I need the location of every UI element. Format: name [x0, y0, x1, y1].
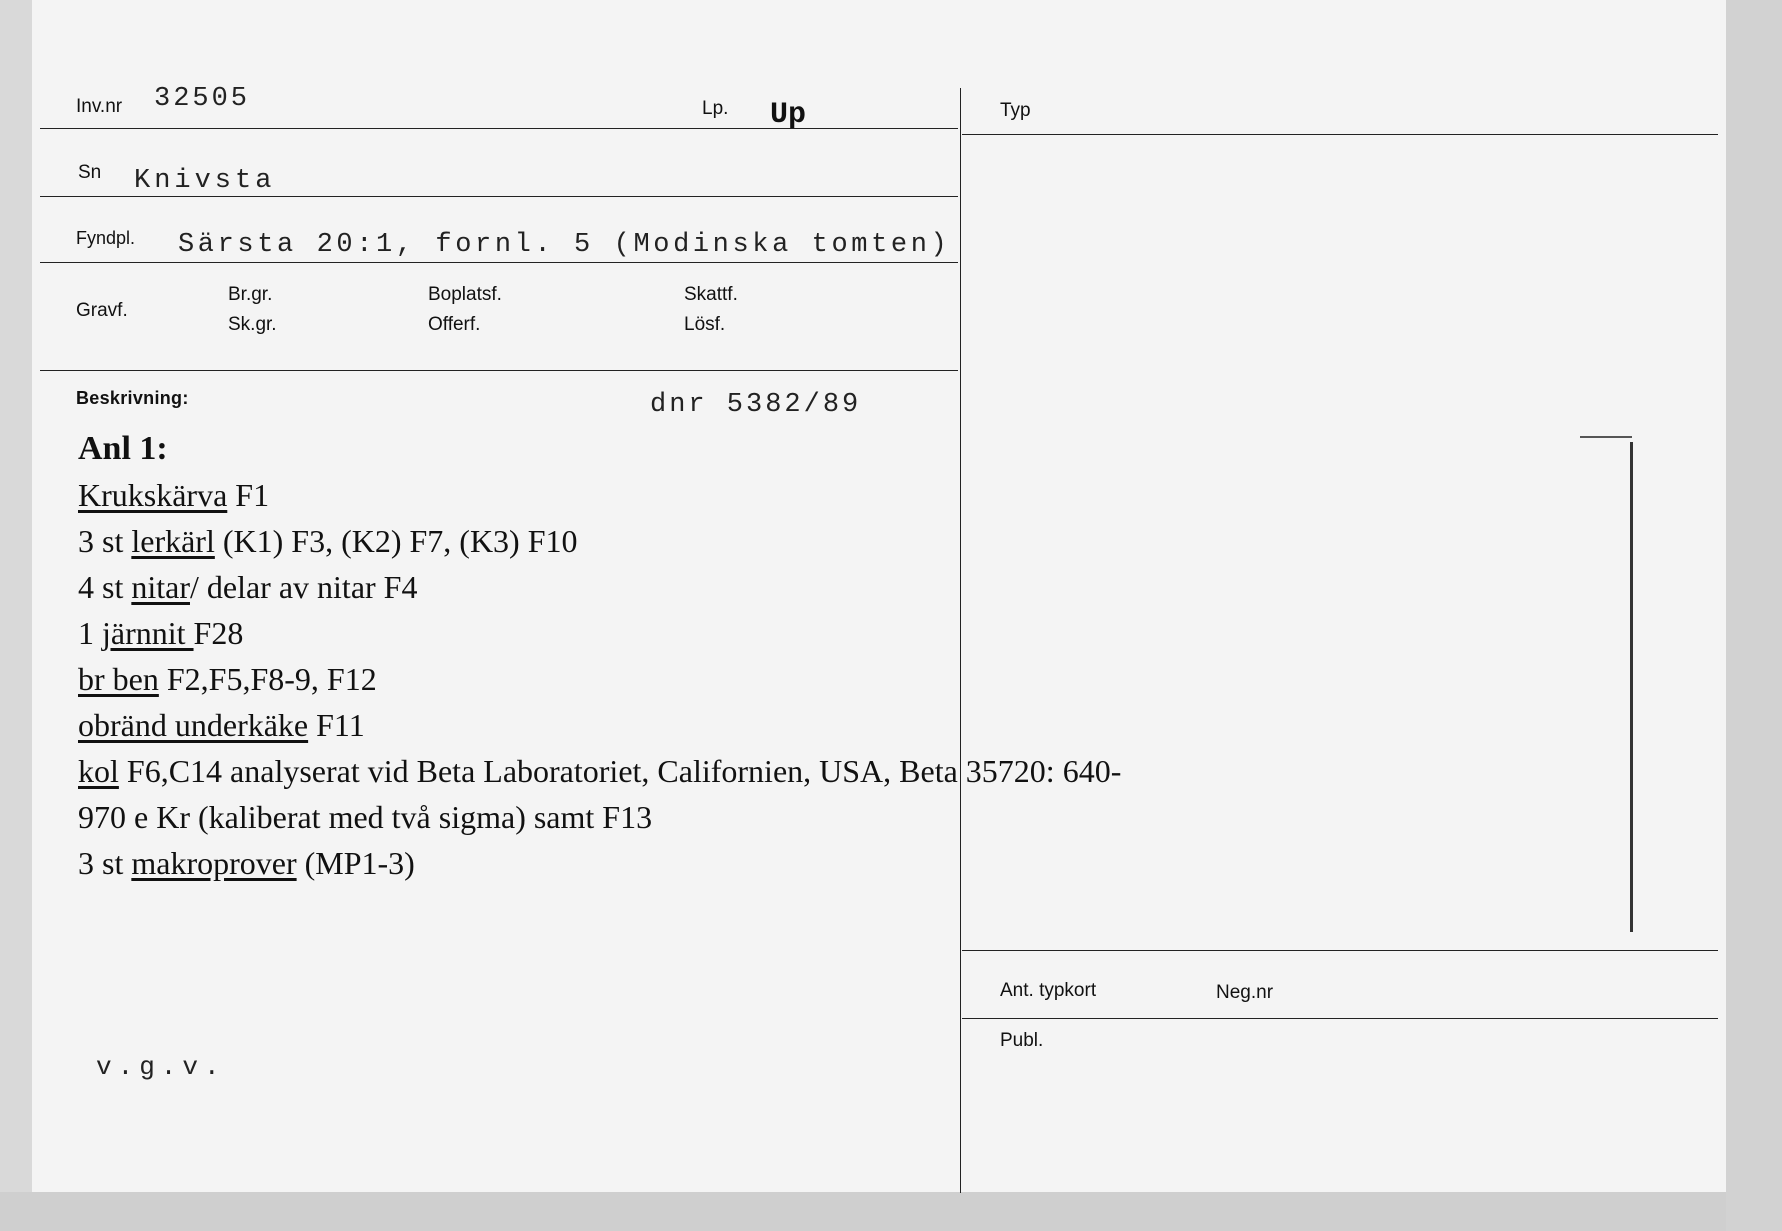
sn-value: Knivsta [134, 166, 276, 196]
rule-right-mid [962, 950, 1718, 951]
neg-nr-label: Neg.nr [1216, 982, 1274, 1003]
sn-label: Sn [78, 162, 102, 183]
signature: v.g.v. [96, 1052, 226, 1082]
offerf-label: Offerf. [428, 314, 481, 335]
gravf-label: Gravf. [76, 300, 128, 321]
fyndpl-value: Särsta 20:1, fornl. 5 (Modinska tomten) [178, 230, 951, 260]
scan-shadow-bottom [0, 1192, 1782, 1231]
losf-label: Lösf. [684, 314, 726, 335]
description-line: 970 e Kr (kaliberat med två sigma) samt F13 [78, 799, 653, 835]
description-line: Krukskärva F1 [78, 477, 270, 513]
rule-right-low [962, 1018, 1718, 1019]
bracket-bar [1630, 442, 1633, 932]
rule-typ [962, 134, 1718, 135]
rule-inv [40, 128, 958, 129]
description-block [78, 426, 1478, 886]
skattf-label: Skattf. [684, 284, 738, 305]
description-line: 3 st makroprover (MP1-3) [78, 845, 415, 881]
typ-label: Typ [1000, 100, 1031, 121]
description-line: br ben F2,F5,F8-9, F12 [78, 661, 377, 697]
dnr-value: dnr 5382/89 [650, 390, 862, 420]
rule-categories [40, 370, 958, 371]
fyndpl-label: Fyndpl. [76, 228, 136, 248]
lp-label: Lp. [702, 98, 729, 119]
inv-label: Inv.nr [76, 96, 123, 117]
description-line: 4 st nitar/ delar av nitar F4 [78, 569, 418, 605]
beskrivning-label: Beskrivning: [76, 388, 189, 408]
publ-label: Publ. [1000, 1030, 1044, 1051]
ant-typkort-label: Ant. typkort [1000, 980, 1097, 1001]
scan-shadow-right [1726, 0, 1782, 1231]
inv-value: 32505 [154, 84, 251, 114]
description-line: obränd underkäke F11 [78, 707, 365, 743]
description-line: 1 järnnit F28 [78, 615, 244, 651]
brgr-label: Br.gr. [228, 284, 273, 305]
rule-sn [40, 196, 958, 197]
description-line: kol F6,C14 analyserat vid Beta Laboratoriet, Californien, USA, Beta 35720: 640- [78, 753, 1122, 789]
bracket-top [1580, 436, 1632, 438]
boplatsf-label: Boplatsf. [428, 284, 502, 305]
description-title: Anl 1: [78, 430, 168, 467]
lp-value: Up [770, 98, 807, 132]
description-line: 3 st lerkärl (K1) F3, (K2) F7, (K3) F10 [78, 523, 578, 559]
skgr-label: Sk.gr. [228, 314, 277, 335]
rule-fyndpl [40, 262, 958, 263]
